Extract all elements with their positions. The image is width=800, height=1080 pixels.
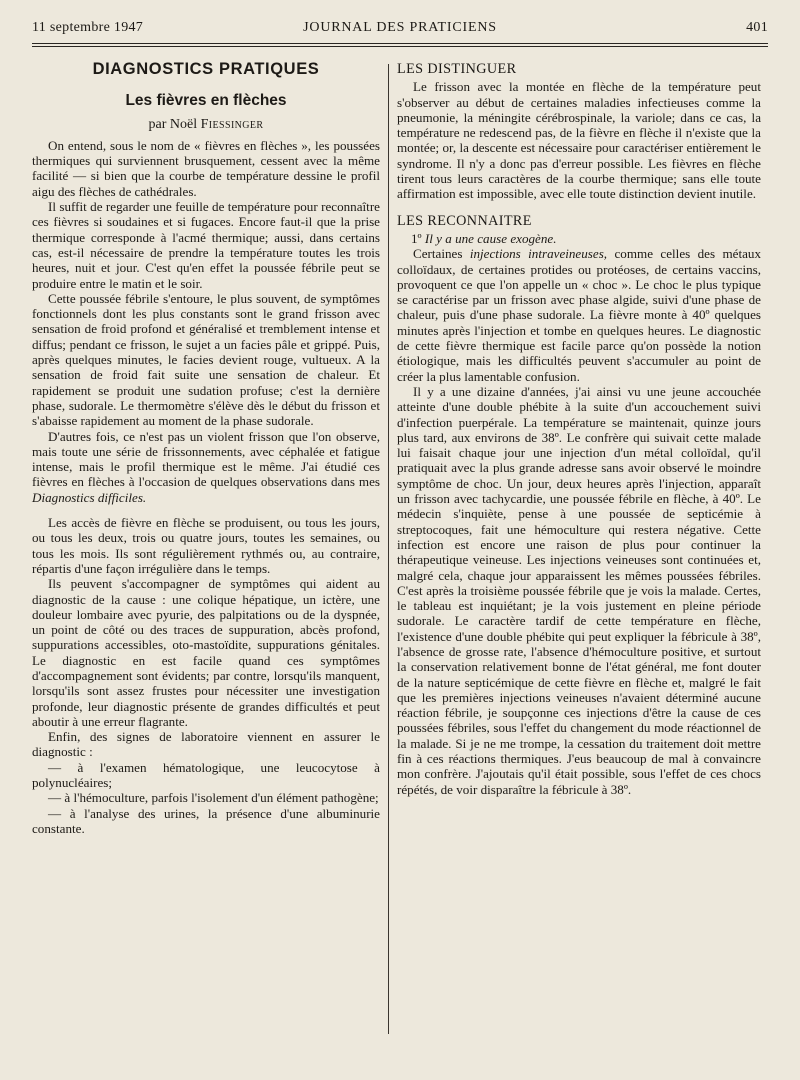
paragraph	[397, 246, 761, 384]
right-column	[397, 62, 761, 797]
paragraph: Les accès de fièvre en flèche se produisent, ou tous les jours, ou tous les deux, trois ou quatre jours, toutes les semaines, ou tous les mois. Ils sont régulièrement rythmés ou, au contraire, répartis d'une façon irrégulière dans le temps.	[32, 515, 380, 576]
header-rule	[32, 43, 768, 44]
paragraph: On entend, sous le nom de « fièvres en flèches », les poussées thermiques qui surviennent brusquement, cessent avec la même facilité — si bien que la courbe de température dessine le profil aigu des flèches de cathédrales.	[32, 137, 380, 199]
list-item: — à l'analyse des urines, la présence d'une albuminurie constante.	[32, 805, 380, 836]
paragraph: Cette poussée fébrile s'entoure, le plus souvent, de symptômes fonctionnels dont les plus constants sont le grand frisson avec sensation de froid profond et généralisé et tremblement intense et diffus; pendant ce frisson, le sujet a un facies pâle et grippé. Puis, après quelques minutes, le facies devient rouge, vultueux. A la sensation de froid fait suite une sensation de chaleur. Et rapidement se produit une sudation profuse; c'est la dernière phase, sudorale. Le thermomètre s'élève dès le début du frisson et s'abaisse rapidement au moment de la phase sudorale.	[32, 290, 380, 429]
subheading-text: Il y a une cause exogène.	[424, 230, 557, 246]
paragraph-text: comme celles des métaux colloïdaux, de certaines protides ou protéoses, de certains vaccins, provoquent ce que l'on appelle un « choc ». Le choc le plus typique se caractérise par un frisson avec phase algide, suivi d'une phase de chaleur, puis d'une phase sudorale. La fièvre monte à 40º quelques minutes après l'injection et tombe en quelques heures. Le diagnostic de cette fièvre thermique est facile parce qu'on possède la notion étiologique, mais les difficultés peuvent s'accumuler au point de créer la plus lamentable confusion.	[397, 246, 762, 384]
subheading	[397, 231, 761, 246]
list-item: — à l'hémoculture, parfois l'isolement d'un élément pathogène;	[48, 790, 379, 806]
journal-title: JOURNAL DES PRATICIENS	[303, 20, 497, 35]
rubric-heading: DIAGNOSTICS PRATIQUES	[92, 60, 320, 78]
column-divider	[388, 64, 389, 1034]
section-heading-distinguer: LES DISTINGUER	[397, 61, 517, 77]
byline-prefix: par Noël	[148, 116, 198, 132]
left-column	[32, 62, 380, 836]
italic-term: injections intraveineuses,	[469, 246, 608, 262]
running-head	[32, 20, 768, 40]
paragraph: Le frisson avec la montée en flèche de la température peut s'observer au début de certaines maladies infectieuses comme la pneumonie, la méningite cérébrospinale, la variole; dans ce cas, la température ne redescend pas, de la fièvre en flèche il n'existe que la montée; or, la descente est nécessaire pour caractériser entièrement le syndrome. Il n'y a donc pas d'erreur possible. Les fièvres en flèche tirent tous leurs caractères de la courbe thermique; sans elle toute affirmation est impossible, avec elle toute distinction devient inutile.	[397, 79, 761, 202]
issue-date: 11 septembre 1947	[32, 20, 144, 35]
paragraph: Il suffit de regarder une feuille de température pour reconnaître ces fièvres si soudaines et si fugaces. Encore faut-il que la prise thermique corresponde à l'acmé thermique; aussi, dans certains cas, est-il nécessaire de prendre la température toutes les trois heures, nuit et jour. C'est qu'en effet la poussée fébrile peut se produire entre le matin et le soir.	[32, 199, 380, 291]
subheading-number: 1º	[411, 230, 422, 246]
section-heading-reconnaitre: LES RECONNAITRE	[397, 212, 532, 229]
list-item: — à l'examen hématologique, une leucocytose à polynucléaires;	[32, 759, 380, 791]
paragraph: Ils peuvent s'accompagner de symptômes qui aident au diagnostic de la cause : une colique hépatique, un ictère, une douleur lombaire avec pyurie, des palpitations ou de la dyspnée, un point de côté ou des traces de suppuration, abcès profond, suppurations accessibles, oto-mastoïdite, suppurations génitales. Le diagnostic en est facile quand ces symptômes d'accompagnement sont évidents; par contre, lorsqu'ils manquent, lorsqu'ils sont assez frustes pour nécessiter une investigation profonde, leur diagnostic présente de grandes difficultés et peut aboutir à une erreur flagrante.	[32, 576, 380, 729]
book-title: Diagnostics difficiles.	[32, 489, 147, 505]
paragraph	[32, 429, 380, 505]
paragraph: Enfin, des signes de laboratoire viennent en assurer le diagnostic :	[32, 729, 380, 760]
paragraph: Il y a une dizaine d'années, j'ai ainsi vu une jeune accouchée atteinte d'une double phébite à la suite d'un accouchement suivi d'infection puerpérale. La température se maintenait, quinze jours plus tard, aux environs de 38º. Le confrère qui suivait cette malade lui faisait chaque jour une injection d'un métal colloïdal, qu'il pratiquait avec la plus grande adresse sans avoir observé le moindre symptôme de choc. Un jour, deux heures après l'injection, apparaît un frisson avec tachycardie, une poussée fébrile en flèche, à 40º. Le médecin s'inquiète, pense à une poussée de septicémie à streptocoques, fait une hémoculture qui restera négative. Cette infection est encore une raison de plus pour continuer la thérapeutique veineuse. Les injections veineuses sont continuées et, malgré cela, chaque jour apparaissent les mêmes poussées fébriles. C'est après la troisième poussée fébrile que je vois la malade. Certes, le tableau est inquiétant; je la vois justement en pleine période sudorale. Le caractère tardif de cette température en flèche, l'existence d'une double phébite qui peut expliquer la fébricule à 38º, l'absence de grosse rate, l'absence d'hémoculture positive, et surtout la conservation relativement bonne de l'état général, me font douter de la nature septicémique de cette fièvre en flèche et, malgré le fait que les premières injections veineuses n'avaient déterminé aucune réaction fébrile, je soupçonne ces injections d'être la cause de ces poussées fébriles, sous l'effet du changement du mode réactionnel de la malade. Si je ne me trompe, la cessation du traitement doit mettre fin à ces réactions thermiques. J'eus beaucoup de mal à convaincre mon confrère. J'ajoutais qu'il était possible, sous l'effet de ces chocs répétés, de voir disparaître la fébricule à 38º.	[397, 383, 761, 797]
byline	[32, 117, 380, 132]
header-rule-thin	[32, 46, 768, 47]
article-title: Les fièvres en flèches	[125, 92, 287, 110]
paragraph-text: Certaines	[413, 246, 463, 262]
page-number: 401	[746, 20, 768, 35]
byline-author: Fiessinger	[200, 116, 264, 132]
paragraph-text: D'autres fois, ce n'est pas un violent frisson que l'on observe, mais toute une série de frissonnements, avec céphalée et fatigue intense, mais le profil thermique est le même. J'ai étudié ces fièvres en flèches à l'occasion de quelques observations dans mes	[32, 428, 380, 490]
